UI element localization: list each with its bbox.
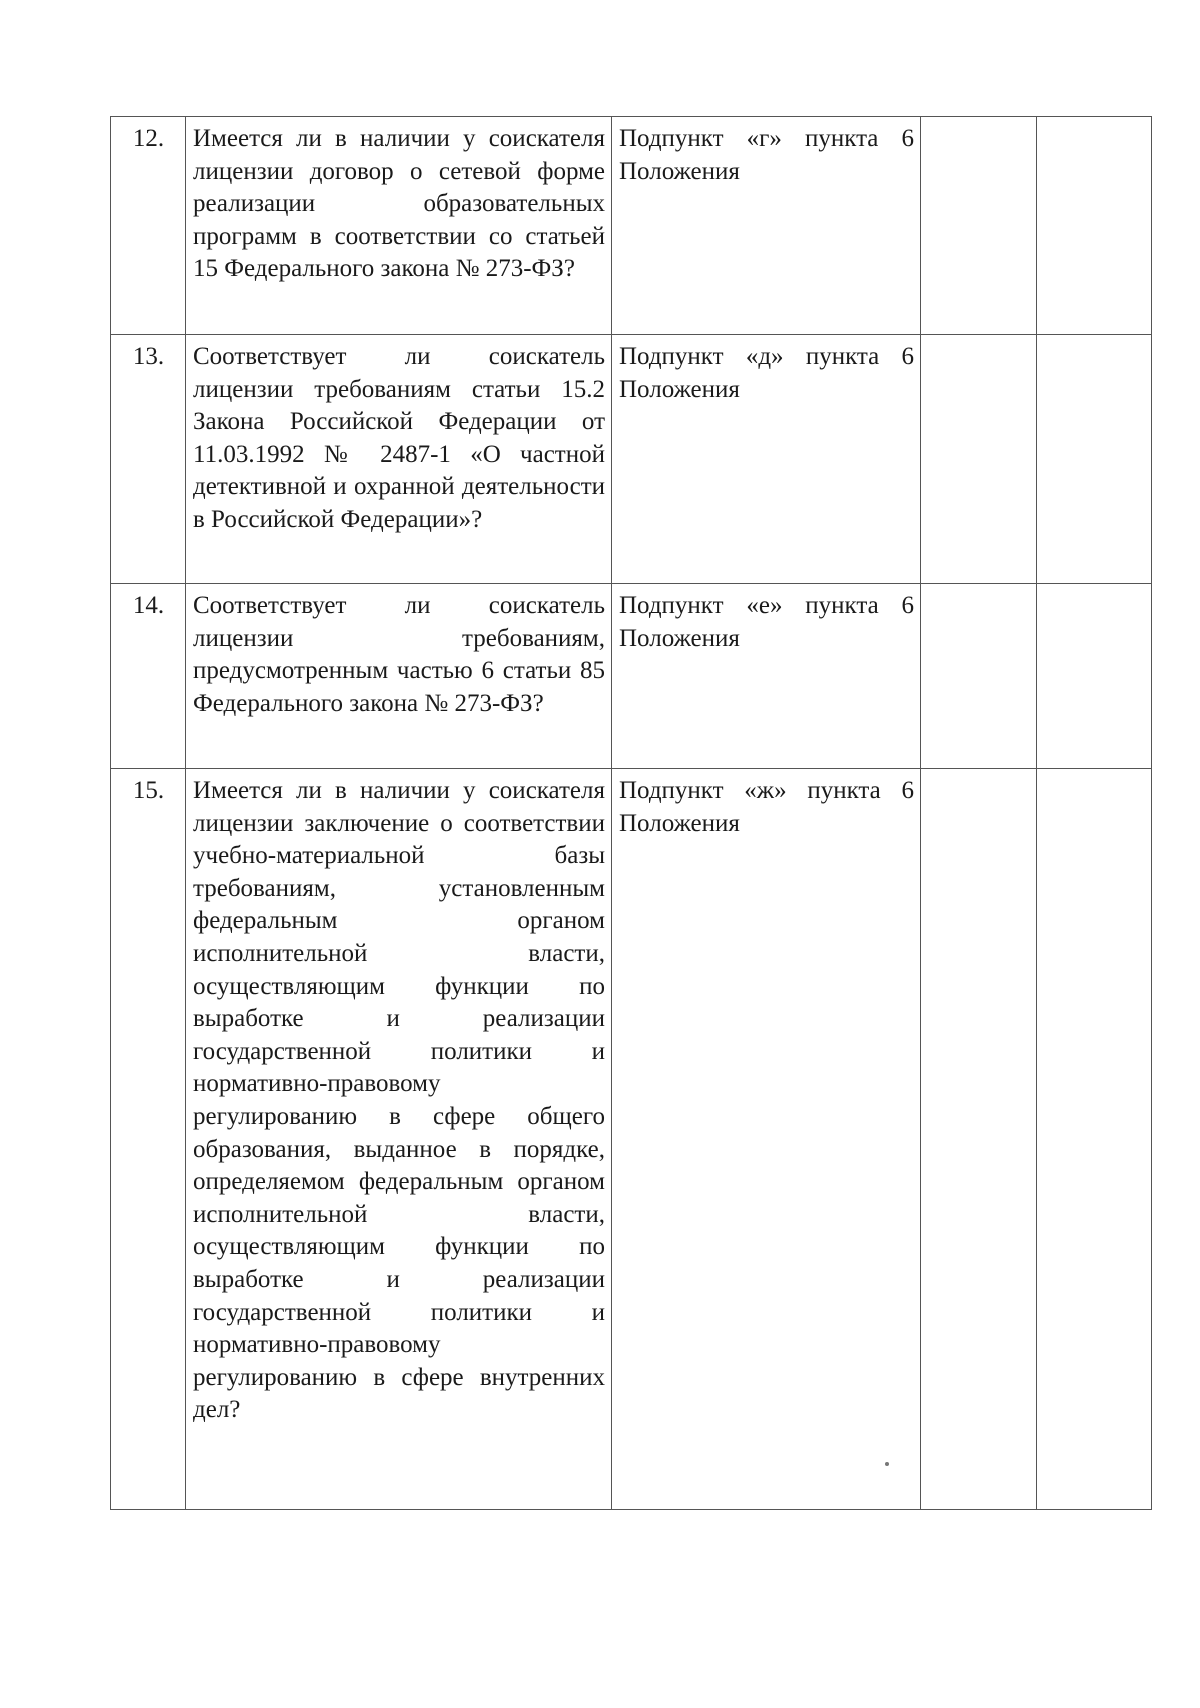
answer-cell [921, 584, 1037, 769]
question-text: Соответствует ли соискатель лицензии требованиям, предусмотренным частью 6 статьи 85 Федерального закона № 273-ФЗ? [186, 584, 612, 769]
table-row [111, 117, 1152, 335]
row-number: 15. [111, 769, 186, 1510]
scan-speck [885, 1462, 889, 1466]
table-row [111, 335, 1152, 584]
row-number: 12. [111, 117, 186, 335]
note-cell [1037, 117, 1152, 335]
answer-cell [921, 117, 1037, 335]
note-cell [1037, 769, 1152, 1510]
table-row [111, 584, 1152, 769]
table-row [111, 769, 1152, 1510]
legal-basis: Подпункт «д» пункта 6 Положения [612, 335, 921, 584]
note-cell [1037, 335, 1152, 584]
legal-basis: Подпункт «ж» пункта 6 Положения [612, 769, 921, 1510]
checklist-table [110, 116, 1152, 1510]
row-number: 13. [111, 335, 186, 584]
legal-basis: Подпункт «г» пункта 6 Положения [612, 117, 921, 335]
question-text: Имеется ли в наличии у соискателя лицензии договор о сетевой форме реализации образовательных программ в соответствии со статьей 15 Федерального закона № 273-ФЗ? [186, 117, 612, 335]
note-cell [1037, 584, 1152, 769]
answer-cell [921, 769, 1037, 1510]
legal-basis: Подпункт «е» пункта 6 Положения [612, 584, 921, 769]
row-number: 14. [111, 584, 186, 769]
question-text: Соответствует ли соискатель лицензии требованиям статьи 15.2 Закона Российской Федерации от 11.03.1992 № 2487-1 «О частной детективной и охранной деятельности в Российской Федерации»? [186, 335, 612, 584]
answer-cell [921, 335, 1037, 584]
question-text: Имеется ли в наличии у соискателя лицензии заключение о соответствии учебно-материальной базы требованиям, установленным федеральным органом исполнительной власти, осуществляющим функции по выработке и реализации государственной политики и нормативно-правовому регулированию в сфере общего образования, выданное в порядке, определяемом федеральным органом исполнительной власти, осуществляющим функции по выработке и реализации государственной политики и нормативно-правовому регулированию в сфере внутренних дел? [186, 769, 612, 1510]
